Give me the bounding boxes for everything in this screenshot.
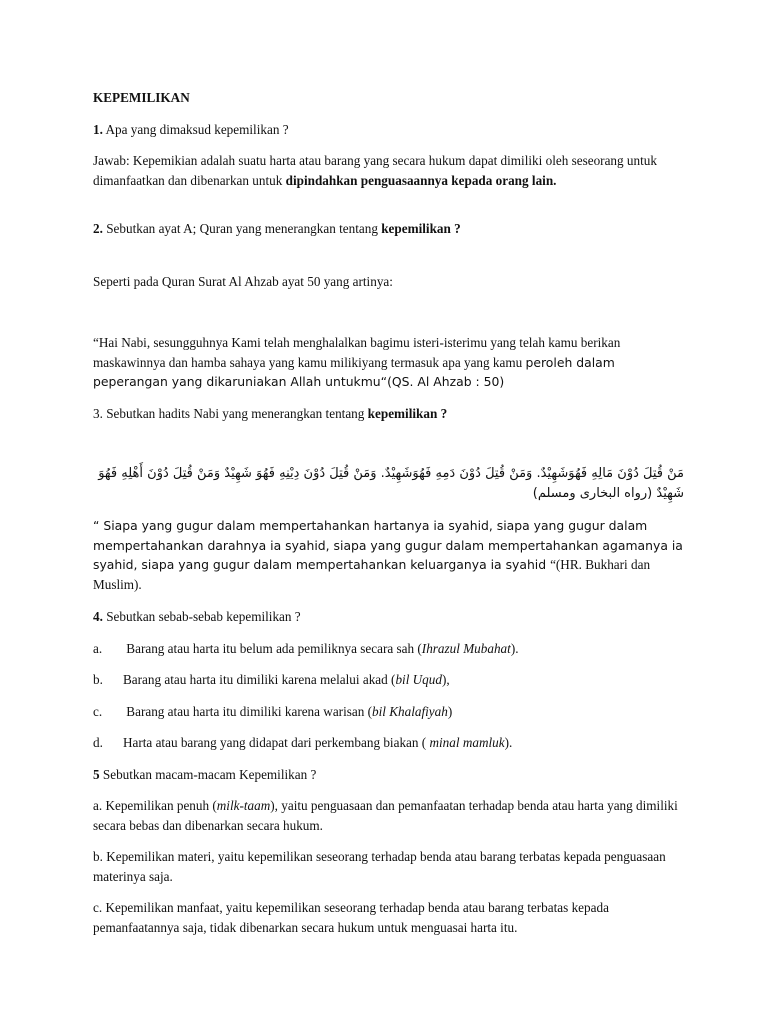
question-5: 5 Sebutkan macam-macam Kepemilikan ? xyxy=(93,767,317,782)
question-3: 3. Sebutkan hadits Nabi yang menerangkan tentang kepemilikan ? xyxy=(93,406,448,421)
list-item: c. Kepemilikan manfaat, yaitu kepemilikan seseorang terhadap benda atau barang terbatas kepada pemanfaatannya saja, tidak dibenarkan secara hukum untuk menguasai harta itu. xyxy=(93,900,609,935)
question-4: 4. Sebutkan sebab-sebab kepemilikan ? xyxy=(93,609,301,624)
answer-2-intro: Seperti pada Quran Surat Al Ahzab ayat 50 yang artinya: xyxy=(93,274,393,289)
list-item: c. Barang atau harta itu dimiliki karena warisan (bil Khalafiyah) xyxy=(93,704,453,719)
list-item: a. Kepemilikan penuh (milk-taam), yaitu penguasaan dan pemanfaatan terhadap benda atau harta yang dimiliki secara bebas dan dibenarkan secara hukum. xyxy=(93,798,678,833)
list-item: b. Barang atau harta itu dimiliki karena melalui akad (bil Uqud), xyxy=(93,672,450,687)
quran-quote: “Hai Nabi, sesungguhnya Kami telah menghalalkan bagimu isteri-isterimu yang telah kamu berikan maskawinnya dan hamba sahaya yang kamu milikiyang termasuk apa yang kamu peroleh dalam peperangan yang dikaruniakan Allah untukmu“(QS. Al Ahzab : 50) xyxy=(93,335,621,390)
question-2: 2. Sebutkan ayat A; Quran yang menerangkan tentang kepemilikan ? xyxy=(93,221,461,236)
question-1: 1. Apa yang dimaksud kepemilikan ? xyxy=(93,122,289,137)
document-title: KEPEMILIKAN xyxy=(93,90,190,105)
list-item: b. Kepemilikan materi, yaitu kepemilikan seseorang terhadap benda atau barang terbatas kepada penguasaan materinya saja. xyxy=(93,849,666,884)
answer-1: Jawab: Kepemikian adalah suatu harta atau barang yang secara hukum dapat dimiliki oleh seseorang untuk dimanfaatkan dan dibenarkan untuk dipindahkan penguasaannya kepada orang lain. xyxy=(93,153,657,188)
list-item: d. Harta atau barang yang didapat dari perkembang biakan ( minal mamluk). xyxy=(93,735,513,750)
hadith-translation: “ Siapa yang gugur dalam mempertahankan hartanya ia syahid, siapa yang gugur dalam mempertahankan darahnya ia syahid, siapa yang gugur dalam mempertahankan agamanya ia syahid, siapa yang gugur dalam mempertahankan keluarganya ia syahid “(HR. Bukhari dan Muslim). xyxy=(93,518,683,592)
list-item: a. Barang atau harta itu belum ada pemiliknya secara sah (Ihrazul Mubahat). xyxy=(93,641,519,656)
hadith-arabic: مَنْ قُتِلَ دُوْنَ مَالِهِ فَهُوَشَهِيْدٌ. وَمَنْ قُتِلَ دُوْنَ دَمِهِ فَهُوَشَهِيْدٌ. وَمَنْ قُتِلَ دُوْنَ دِيْنِهِ فَهُوَ شَهِيْدٌ وَمَنْ قُتِلَ دُوْنَ أَهْلِهِ فَهُوَ شَهِيْدٌ (رواه البخارى ومسلم) xyxy=(98,466,684,501)
